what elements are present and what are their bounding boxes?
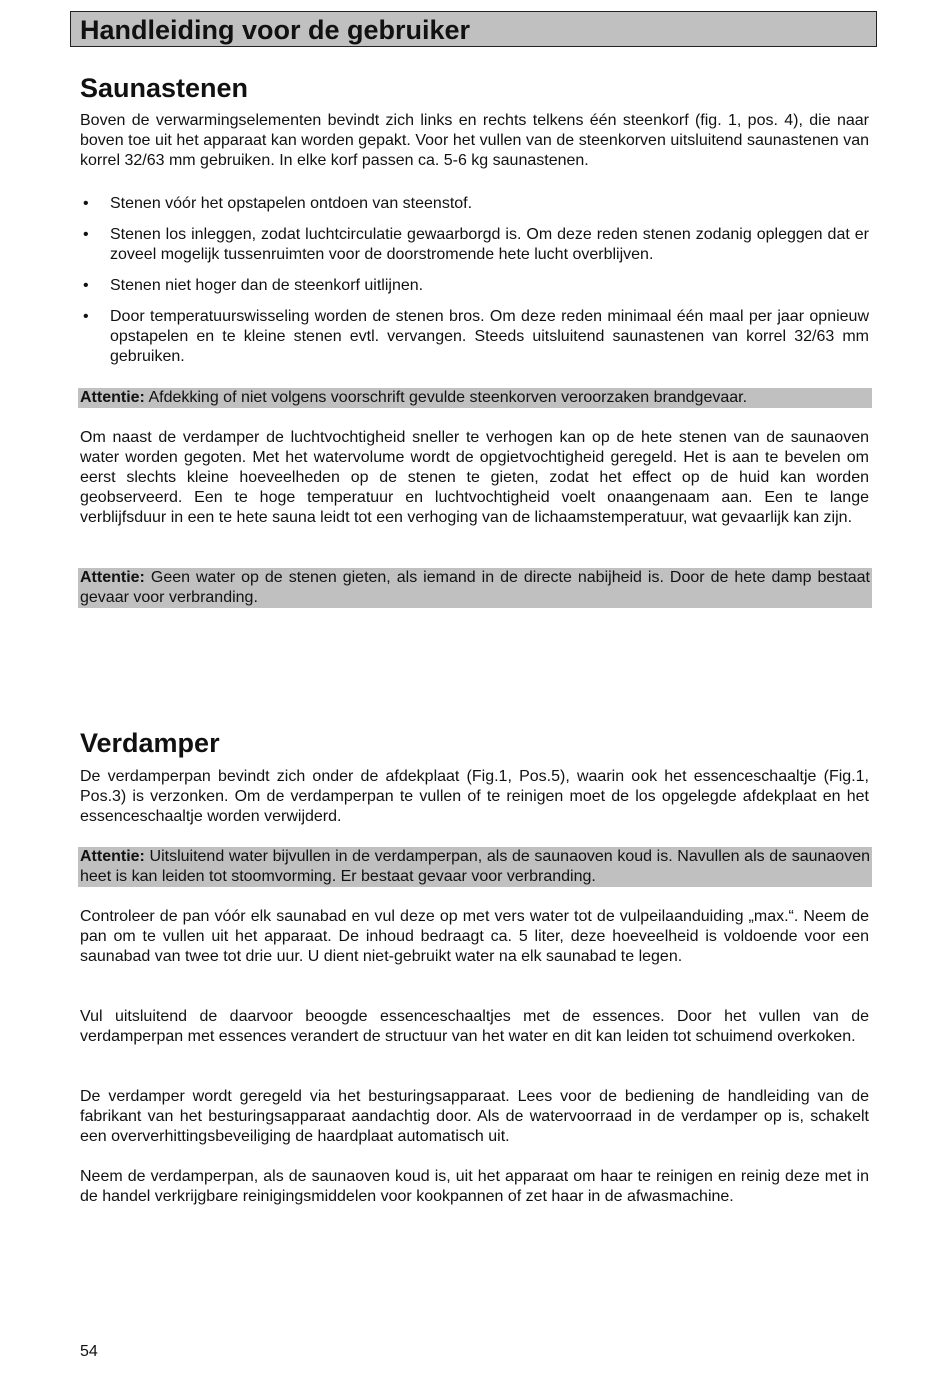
bullet-icon: • — [83, 226, 89, 243]
warning-box — [78, 388, 872, 408]
bullet-icon: • — [83, 195, 89, 212]
bullet-icon: • — [83, 277, 89, 294]
header-bar — [70, 11, 877, 47]
sauna-stones-bullets — [80, 194, 869, 378]
evaporator-paragraph: De verdamper wordt geregeld via het besturingsapparaat. Lees voor de bediening de handleiding van de fabrikant van het besturingsapparaat aandachtig door. Als de watervoorraad in de verdamper op is, schakelt een oververhittingsbeveiliging de haardplaat automatisch uit. — [80, 1088, 869, 1145]
bullet-icon: • — [83, 308, 89, 325]
section-title-verdamper: Verdamper — [80, 728, 220, 758]
warning-text: Afdekking of niet volgens voorschrift gevulde steenkorven veroorzaken brandgevaar. — [144, 389, 748, 406]
list-item: • Stenen vóór het opstapelen ontdoen van steenstof. — [83, 195, 473, 212]
evaporator-paragraph: Neem de verdamperpan, als de saunaoven koud is, uit het apparaat om haar te reinigen en reinig deze met in de handel verkrijgbare reinigingsmiddelen voor kookpannen of zet haar in de afwasmachine. — [80, 1168, 869, 1205]
warning-box — [78, 847, 872, 887]
page-title: Handleiding voor de gebruiker — [80, 15, 471, 45]
section-title-saunastenen: Saunastenen — [80, 73, 249, 103]
list-item: • Door temperatuurswisseling worden de stenen bros. Om deze reden minimaal één maal per jaar opnieuw opstapelen en te kleine stenen evtl. vervangen. Steeds uitsluitend saunastenen van korrel 32/63 mm gebruiken. — [83, 308, 869, 365]
evaporator-paragraph: Vul uitsluitend de daarvoor beoogde essenceschaaltjes met de essences. Door het vullen van de verdamperpan met essences verandert de structuur van het water en dit kan leiden tot schuimend overkoken. — [80, 1008, 869, 1045]
list-item: • Stenen los inleggen, zodat luchtcirculatie gewaarborgd is. Om deze reden stenen zodanig opleggen dat er zoveel mogelijk tussenruimten voor de doorstromende hete lucht overblijven. — [83, 226, 869, 263]
evaporator-intro: De verdamperpan bevindt zich onder de afdekplaat (Fig.1, Pos.5), waarin ook het essenceschaaltje (Fig.1, Pos.3) is verzonken. Om de verdamperpan te vullen of te reinigen moet de los opgelegde afdekplaat en het essenceschaaltje worden verwijderd. — [80, 768, 869, 825]
warning-label: Attentie: — [80, 389, 145, 406]
list-item: • Stenen niet hoger dan de steenkorf uitlijnen. — [83, 277, 424, 294]
page-number: 54 — [80, 1343, 98, 1360]
evaporator-paragraph: Controleer de pan vóór elk saunabad en vul deze op met vers water tot de vulpeilaanduiding „max.“. Neem de pan om te vullen uit het apparaat. De inhoud bedraagt ca. 5 liter, deze hoeveelheid is voldoende voor een saunabad van twee tot drie uur. U dient niet-gebruikt water na elk saunabad te legen. — [80, 908, 869, 965]
warning-label: Attentie: — [80, 848, 145, 865]
warning-text: Uitsluitend water bijvullen in de verdamperpan, als de saunaoven koud is. Navullen als de saunaoven heet is kan leiden tot stoomvorming. Er bestaat gevaar voor verbranding. — [80, 848, 870, 885]
warning-text: Geen water op de stenen gieten, als iemand in de directe nabijheid is. Door de hete damp bestaat gevaar voor verbranding. — [80, 569, 870, 606]
warning-label: Attentie: — [80, 569, 145, 586]
sauna-stones-body: Om naast de verdamper de luchtvochtigheid sneller te verhogen kan op de hete stenen van de saunaoven water worden gegoten. Met het watervolume wordt de opgietvochtigheid geregeld. Het is aan te bevelen om eerst slechts kleine hoeveelheden op de stenen te gieten, zodat het effect op de huid kan worden geobserveerd. Een te hoge temperatuur en luchtvochtigheid voelt onaangenaam aan. Een te lange verblijfsduur in een te hete sauna leidt tot een verhoging van de lichaamstemperatuur, wat gevaarlijk kan zijn. — [80, 429, 869, 526]
warning-box — [78, 568, 872, 608]
sauna-stones-intro: Boven de verwarmingselementen bevindt zich links en rechts telkens één steenkorf (fig. 1, pos. 4), die naar boven toe uit het apparaat kan worden gepakt. Voor het vullen van de steenkorven uitsluitend saunastenen van korrel 32/63 mm gebruiken. In elke korf passen ca. 5-6 kg saunastenen. — [80, 112, 869, 169]
